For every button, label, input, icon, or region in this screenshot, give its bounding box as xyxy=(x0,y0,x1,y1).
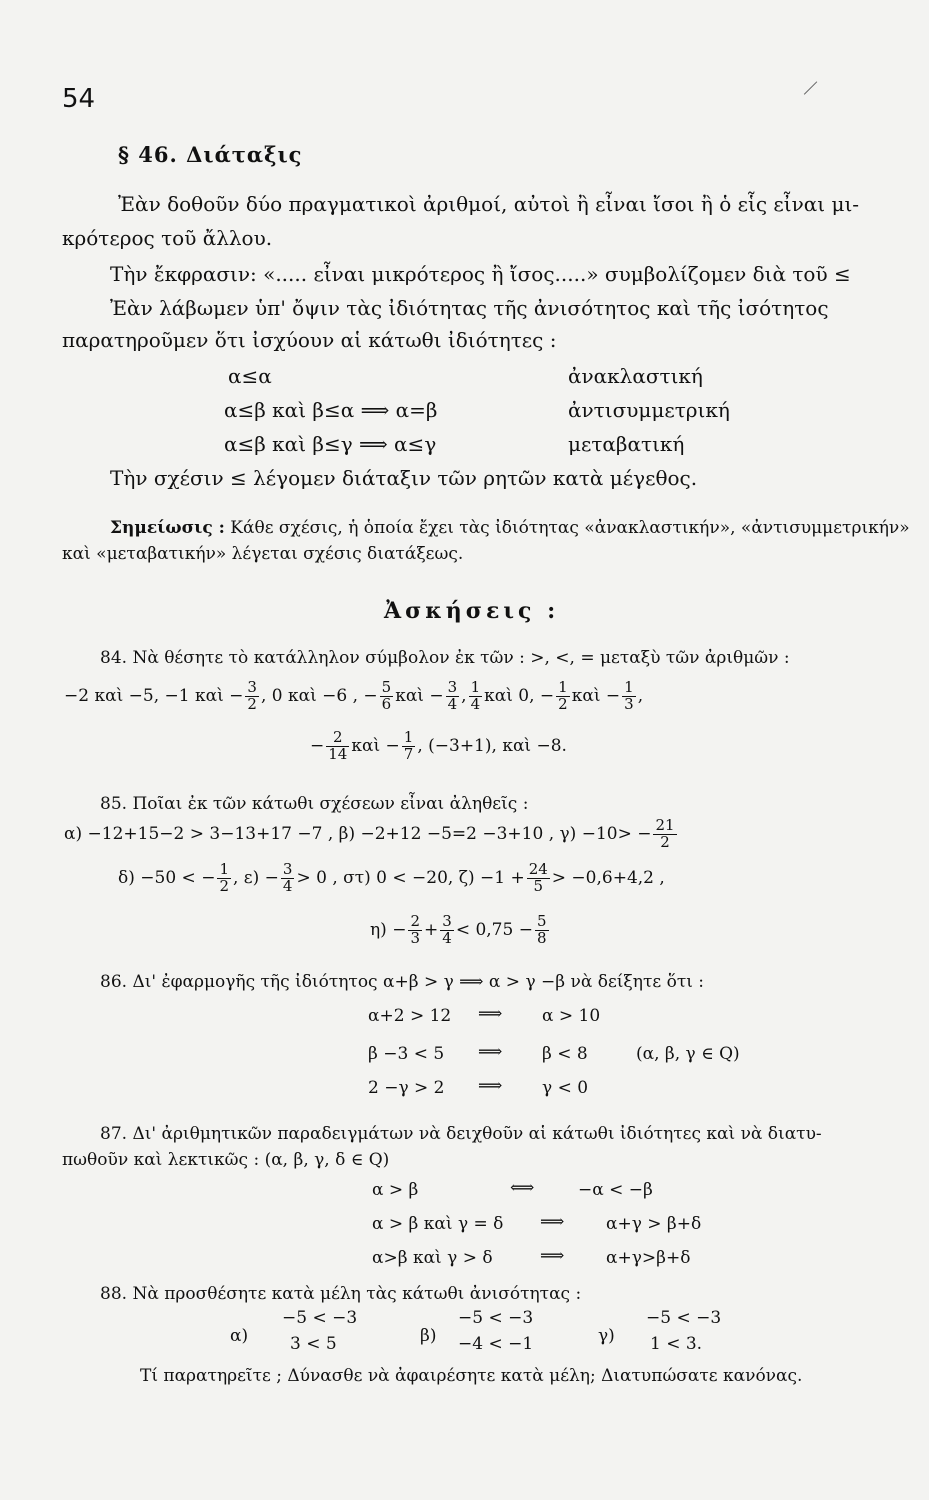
fraction: $\frac{21}{2}$ xyxy=(655,816,675,851)
ex86-row-1-left: α+2 > 12 xyxy=(368,1006,452,1026)
exercise-84-text: 84. Νὰ θέσητε τὸ κατάλληλον σύμβολον ἐκ τῶν : >, <, = μεταξὺ τῶν ἀριθμῶν : xyxy=(100,648,790,668)
ex85-text-e: > −0,6+4,2 , xyxy=(551,867,665,888)
ex84-text-i: καὶ − xyxy=(351,735,400,756)
exercises-heading: Ἀσκήσεις : xyxy=(384,598,560,624)
ex87-row-1-right: −α < −β xyxy=(578,1180,653,1200)
arrow-right-icon: ⟹ xyxy=(478,1004,503,1024)
ex86-row-2-left: β −3 < 5 xyxy=(368,1044,445,1064)
intro-line-3: Τὴν ἔκφρασιν: «..... εἶναι μικρότερος ἢ ἴσος.....» συμβολίζομεν διὰ τοῦ ≤ xyxy=(110,262,851,286)
ex85-text-f: η) − xyxy=(370,919,407,940)
ex84-text-e: καὶ 0, − xyxy=(484,685,555,706)
ex85-text-a: α) −12+15−2 > 3−13+17 −7 , β) −2+12 −5=2 −3+10 , γ) −10> − xyxy=(64,823,652,844)
ex84-text-c: καὶ − xyxy=(395,685,444,706)
ex84-text-j: , (−3+1), καὶ −8. xyxy=(417,735,567,756)
ex84-text-a: −2 καὶ −5, −1 καὶ − xyxy=(64,685,244,706)
fraction: $\frac{5}{8}$ xyxy=(536,912,547,947)
exercise-84-row-2 xyxy=(310,730,567,763)
arrow-right-icon: ⟹ xyxy=(540,1212,565,1232)
ex86-row-2-right: β < 8 xyxy=(542,1044,588,1064)
exercise-86-text: 86. Δι' ἐφαρμογῆς τῆς ἰδιότητος α+β > γ ⟹ α > γ −β νὰ δείξητε ὅτι : xyxy=(100,972,705,992)
property-1-formula: α≤α xyxy=(228,364,272,388)
exercise-88-text: 88. Νὰ προσθέσητε κατὰ μέλη τὰς κάτωθι ἀνισότητας : xyxy=(100,1284,582,1304)
exercise-85-row-3 xyxy=(370,914,551,947)
ex88-b-label: β) xyxy=(420,1326,437,1346)
note-text-1: Κάθε σχέσις, ἡ ὁποία ἔχει τὰς ἰδιότητας «ἀνακλαστικήν», «ἀντισυμμετρικήν» xyxy=(230,518,910,538)
fraction: $\frac{3}{4}$ xyxy=(282,860,293,895)
intro-line-5: παρατηροῦμεν ὅτι ἰσχύουν αἱ κάτωθι ἰδιότητες : xyxy=(62,328,557,352)
arrow-both-icon: ⟺ xyxy=(510,1178,535,1198)
ex84-text-b: , 0 καὶ −6 , − xyxy=(260,685,378,706)
fraction: $\frac{24}{5}$ xyxy=(528,860,548,895)
arrow-right-icon: ⟹ xyxy=(478,1076,503,1096)
ex87-row-1-left: α > β xyxy=(372,1180,419,1200)
ex88-b-bottom: −4 < −1 xyxy=(458,1334,534,1354)
ex84-text-d: , xyxy=(461,685,467,706)
fraction: $\frac{1}{7}$ xyxy=(403,728,414,763)
fraction: $\frac{3}{2}$ xyxy=(247,678,257,713)
exercise-84-row-1 xyxy=(64,680,643,713)
fraction: $\frac{3}{4}$ xyxy=(447,678,458,713)
fraction: $\frac{5}{6}$ xyxy=(381,678,392,713)
ex86-row-1-right: α > 10 xyxy=(542,1006,601,1026)
page-number: 54 xyxy=(62,84,96,114)
intro-line-1: Ἐὰν δοθοῦν δύο πραγματικοὶ ἀριθμοί, αὐτοὶ ἢ εἶναι ἴσοι ἢ ὁ εἷς εἶναι μι- xyxy=(118,192,860,216)
property-2-name: ἀντισυμμετρική xyxy=(568,398,730,422)
ex87-row-3-right: α+γ>β+δ xyxy=(606,1248,691,1268)
ex88-c-bottom: 1 < 3. xyxy=(650,1334,703,1354)
ex88-c-top: −5 < −3 xyxy=(646,1308,722,1328)
pencil-mark xyxy=(804,81,827,104)
ex88-a-top: −5 < −3 xyxy=(282,1308,358,1328)
ex88-c-label: γ) xyxy=(598,1326,615,1346)
exercise-85-row-1 xyxy=(64,818,679,851)
ex87-row-2-left: α > β καὶ γ = δ xyxy=(372,1214,504,1234)
arrow-right-icon: ⟹ xyxy=(540,1246,565,1266)
ex85-text-b: δ) −50 < − xyxy=(118,867,216,888)
fraction: $\frac{2}{3}$ xyxy=(410,912,421,947)
fraction: $\frac{3}{4}$ xyxy=(442,912,452,947)
ex84-text-f: καὶ − xyxy=(571,685,621,706)
ex86-row-3-left: 2 −γ > 2 xyxy=(368,1078,445,1098)
note-line-2: καὶ «μεταβατικήν» λέγεται σχέσις διατάξεως. xyxy=(62,544,464,564)
fraction: $\frac{2}{14}$ xyxy=(328,728,348,763)
intro-line-4: Ἐὰν λάβωμεν ὑπ' ὄψιν τὰς ἰδιότητας τῆς ἀνισότητος καὶ τῆς ἰσότητος xyxy=(110,296,829,320)
property-2-formula: α≤β καὶ β≤α ⟹ α=β xyxy=(224,398,438,422)
property-1-name: ἀνακλαστική xyxy=(568,364,703,388)
exercise-85-text: 85. Ποῖαι ἐκ τῶν κάτωθι σχέσεων εἶναι ἀληθεῖς : xyxy=(100,794,529,814)
ex87-row-3-left: α>β καὶ γ > δ xyxy=(372,1248,493,1268)
relation-line: Τὴν σχέσιν ≤ λέγομεν διάταξιν τῶν ρητῶν κατὰ μέγεθος. xyxy=(110,466,698,490)
note-line-1 xyxy=(110,518,910,538)
ex84-text-h: − xyxy=(310,735,325,756)
ex85-text-d: > 0 , στ) 0 < −20, ζ) −1 + xyxy=(296,867,525,888)
section-title: § 46. Διάταξις xyxy=(118,142,303,167)
exercise-88-closing: Τί παρατηρεῖτε ; Δύνασθε νὰ ἀφαιρέσητε κατὰ μέλη; Διατυπώσατε κανόνας. xyxy=(140,1366,803,1386)
intro-line-2: κρότερος τοῦ ἄλλου. xyxy=(62,226,273,250)
property-3-name: μεταβατική xyxy=(568,432,685,456)
exercise-85-row-2 xyxy=(118,862,665,895)
fraction: $\frac{1}{3}$ xyxy=(624,678,634,713)
ex88-b-top: −5 < −3 xyxy=(458,1308,534,1328)
exercise-87-line-1: 87. Δι' ἀριθμητικῶν παραδειγμάτων νὰ δειχθοῦν αἱ κάτωθι ἰδιότητες καὶ νὰ διατυ- xyxy=(100,1124,822,1144)
ex88-a-bottom: 3 < 5 xyxy=(290,1334,337,1354)
note-label: Σημείωσις : xyxy=(110,518,225,538)
ex85-text-c: , ε) − xyxy=(233,867,279,888)
arrow-right-icon: ⟹ xyxy=(478,1042,503,1062)
exercise-87-line-2: πωθοῦν καὶ λεκτικῶς : (α, β, γ, δ ∈ Q) xyxy=(62,1150,390,1170)
ex86-row-3-right: γ < 0 xyxy=(542,1078,589,1098)
ex84-text-g: , xyxy=(637,685,644,706)
ex86-domain: (α, β, γ ∈ Q) xyxy=(636,1044,740,1064)
ex87-row-2-right: α+γ > β+δ xyxy=(606,1214,702,1234)
ex85-text-h: < 0,75 − xyxy=(455,919,533,940)
ex88-a-label: α) xyxy=(230,1326,249,1346)
fraction: $\frac{1}{2}$ xyxy=(558,678,568,713)
fraction: $\frac{1}{4}$ xyxy=(470,678,481,713)
ex85-text-g: + xyxy=(424,919,439,940)
property-3-formula: α≤β καὶ β≤γ ⟹ α≤γ xyxy=(224,432,437,456)
fraction: $\frac{1}{2}$ xyxy=(219,860,229,895)
